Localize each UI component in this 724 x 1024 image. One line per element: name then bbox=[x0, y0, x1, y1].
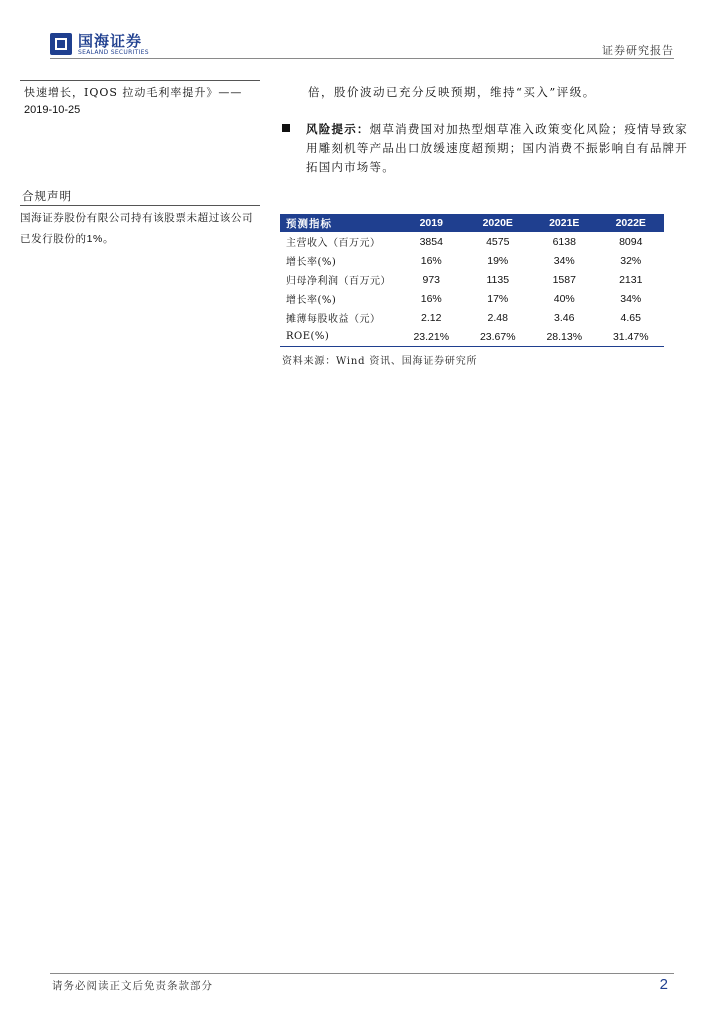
logo-text: 国海证券 bbox=[78, 32, 143, 50]
table-cell: 28.13% bbox=[531, 327, 598, 347]
table-cell: 32% bbox=[620, 254, 642, 267]
header-divider bbox=[50, 58, 674, 59]
table-row bbox=[280, 251, 664, 270]
table-cell: 40% bbox=[553, 292, 575, 305]
logo-icon bbox=[50, 33, 72, 55]
logo-subtext: SEALAND SECURITIES bbox=[78, 49, 149, 56]
table-cell: 34% bbox=[553, 254, 575, 267]
related-report-title: 快速增长，IQOS 拉动毛利率提升》—— bbox=[24, 86, 243, 99]
table-cell: 归母净利润（百万元） bbox=[286, 276, 391, 287]
table-cell: 19% bbox=[487, 254, 509, 267]
table-cell: 17% bbox=[487, 292, 509, 305]
table-header-cell: 2022E bbox=[598, 214, 665, 232]
table-cell: 2131 bbox=[619, 273, 643, 286]
compliance-text bbox=[20, 208, 260, 250]
risk-section bbox=[282, 120, 688, 177]
footer-disclaimer: 请务必阅读正文后免责条款部分 bbox=[52, 980, 213, 992]
table-cell: 31.47% bbox=[598, 327, 665, 347]
table-cell: 23.67% bbox=[465, 327, 532, 347]
intro-tail-text: 倍，股价波动已充分反映预期，维持“买入”评级。 bbox=[308, 85, 596, 99]
table-cell: 摊薄每股收益（元） bbox=[286, 314, 381, 325]
bullet-icon bbox=[282, 124, 290, 132]
page-number: 2 bbox=[659, 976, 668, 993]
risk-text: 烟草消费国对加热型烟草准入政策变化风险；疫情导致家用雕刻机等产品出口放缓速度超预期；国内消费不振影响自有品牌开拓国内市场等。 bbox=[306, 122, 688, 174]
related-report-date: 2019-10-25 bbox=[24, 104, 81, 116]
table-cell: 主营收入（百万元） bbox=[286, 238, 381, 249]
table-cell: 2.12 bbox=[421, 311, 442, 324]
table-header-cell: 预测指标 bbox=[280, 214, 398, 232]
table-source-note: 资料来源：Wind 资讯、国海证券研究所 bbox=[282, 356, 478, 367]
compliance-title: 合规声明 bbox=[22, 189, 72, 203]
table-header-row bbox=[280, 214, 664, 232]
table-cell: 4575 bbox=[486, 235, 510, 248]
table-header-cell: 2019 bbox=[398, 214, 465, 232]
table-cell: 1135 bbox=[486, 273, 510, 286]
forecast-table bbox=[280, 214, 664, 347]
table-cell: 4.65 bbox=[620, 311, 641, 324]
table-header-cell: 2020E bbox=[465, 214, 532, 232]
risk-text-block bbox=[306, 120, 688, 177]
table-cell: 23.21% bbox=[398, 327, 465, 347]
table-row bbox=[280, 270, 664, 289]
table-cell: 3.46 bbox=[554, 311, 575, 324]
table-cell: 16% bbox=[420, 292, 442, 305]
left-divider-top bbox=[20, 80, 260, 81]
table-row bbox=[280, 289, 664, 308]
table-cell: 16% bbox=[420, 254, 442, 267]
table-row bbox=[280, 327, 664, 347]
table-cell: 3854 bbox=[419, 235, 443, 248]
footer-divider bbox=[50, 973, 674, 974]
table-cell: 1587 bbox=[552, 273, 576, 286]
table-cell: 2.48 bbox=[487, 311, 508, 324]
table-cell: 8094 bbox=[619, 235, 643, 248]
table-header-cell: 2021E bbox=[531, 214, 598, 232]
table-cell: 34% bbox=[620, 292, 642, 305]
report-type: 证券研究报告 bbox=[602, 44, 674, 57]
compliance-text-percent: 1%。 bbox=[86, 233, 115, 245]
table-cell: 增长率(%) bbox=[286, 295, 337, 306]
table-cell: 6138 bbox=[552, 235, 576, 248]
table-cell: 973 bbox=[422, 273, 441, 286]
company-logo bbox=[50, 33, 170, 57]
table-row bbox=[280, 232, 664, 251]
risk-label: 风险提示： bbox=[306, 122, 370, 136]
table-cell: 增长率(%) bbox=[286, 257, 337, 268]
table-cell: ROE(%) bbox=[280, 327, 398, 347]
compliance-text-main: 国海证券股份有限公司持有该股票未超过该公司已发行股份的 bbox=[20, 212, 254, 245]
compliance-divider bbox=[20, 205, 260, 206]
table-row bbox=[280, 308, 664, 327]
